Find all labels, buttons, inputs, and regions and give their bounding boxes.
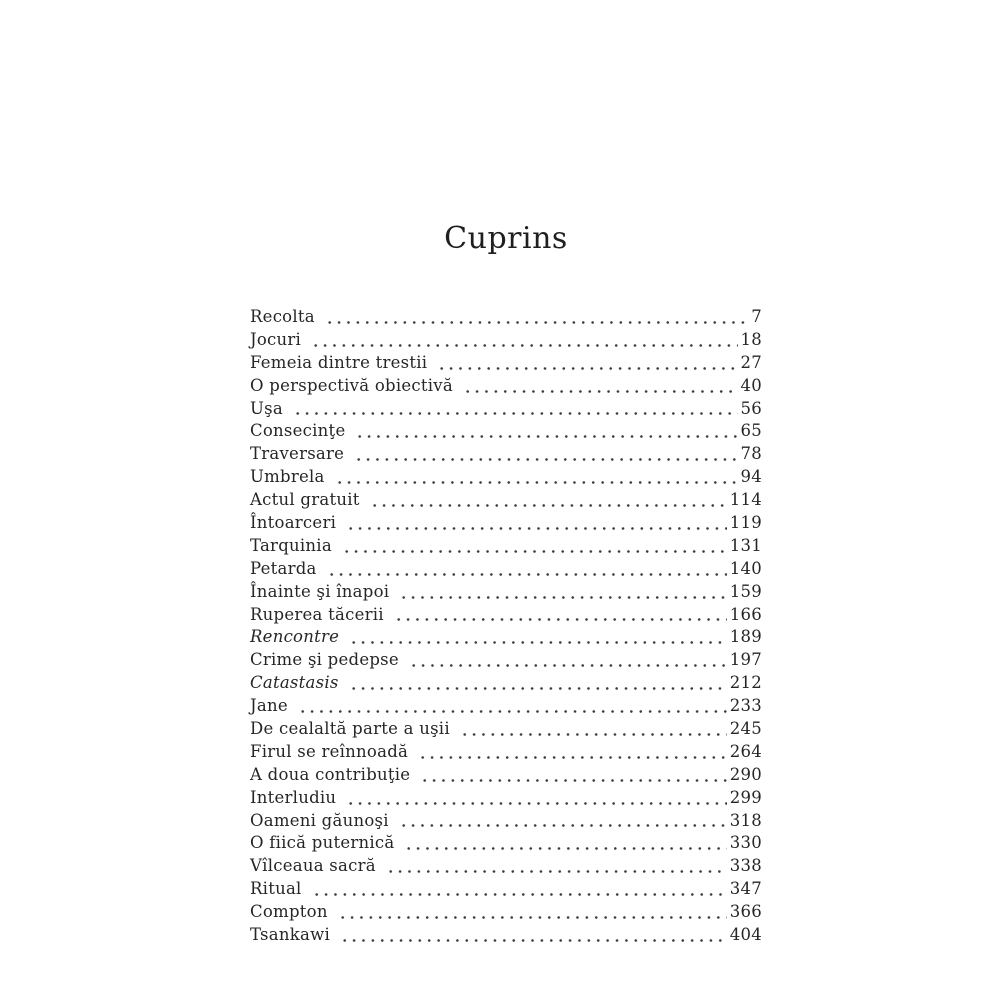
toc-entry-title: Oameni găunoşi	[250, 810, 389, 830]
dot-leader	[415, 741, 727, 764]
page-title: Cuprins	[444, 221, 568, 256]
dot-leader	[339, 535, 727, 558]
toc-entry-page-number: 140	[729, 558, 762, 578]
toc-entry	[250, 832, 762, 855]
toc-entry-page-number: 78	[740, 444, 762, 464]
toc-entry	[250, 764, 762, 787]
toc-entry-page-number: 114	[729, 490, 762, 510]
toc-entry	[250, 604, 762, 627]
toc-entry	[250, 329, 762, 352]
dot-leader	[290, 398, 738, 421]
toc-entry-title: Actul gratuit	[250, 490, 360, 510]
toc-entry-title: Înainte şi înapoi	[250, 581, 390, 601]
toc-entry-title: Umbrela	[250, 467, 325, 487]
toc-entry	[250, 375, 762, 398]
toc-entry	[250, 306, 762, 329]
dot-leader	[346, 626, 727, 649]
toc-entry-page-number: 56	[740, 398, 762, 418]
toc-entry-page-number: 233	[729, 696, 762, 716]
toc-entry-page-number: 366	[729, 902, 762, 922]
toc-entry-page-number: 40	[740, 375, 762, 395]
dot-leader	[295, 695, 727, 718]
toc-entry-title: Traversare	[250, 444, 345, 464]
toc-entry-page-number: 318	[729, 810, 762, 830]
toc-entry	[250, 443, 762, 466]
dot-leader	[322, 306, 748, 329]
toc-entry-page-number: 264	[729, 741, 762, 761]
dot-leader	[396, 581, 726, 604]
toc-entry	[250, 512, 762, 535]
toc-entry-title: Crime şi pedepse	[250, 650, 399, 670]
toc-entry-title: Interludiu	[250, 787, 337, 807]
toc-entry-page-number: 18	[740, 329, 762, 349]
dot-leader	[343, 787, 726, 810]
toc-entry-title: Tsankawi	[250, 925, 330, 945]
toc-entry-title: Petarda	[250, 558, 317, 578]
dot-leader	[309, 878, 727, 901]
toc-entry	[250, 558, 762, 581]
toc-entry-page-number: 330	[729, 833, 762, 853]
dot-leader	[351, 443, 737, 466]
toc-entry	[250, 535, 762, 558]
toc-entry-page-number: 197	[729, 650, 762, 670]
dot-leader	[401, 832, 726, 855]
dot-leader	[417, 764, 726, 787]
toc-entry-page-number: 65	[740, 421, 762, 441]
toc-entry	[250, 787, 762, 810]
toc-entry-page-number: 245	[729, 719, 762, 739]
dot-leader	[460, 375, 738, 398]
toc-entry-title: Recolta	[250, 307, 315, 326]
toc-entry-title: O fiică puternică	[250, 833, 395, 853]
toc-entry-title: Rencontre	[250, 627, 340, 647]
toc-entry-page-number: 7	[751, 307, 762, 326]
toc-entry-title: A doua contribuţie	[250, 764, 411, 784]
toc-entry-page-number: 119	[729, 513, 762, 533]
toc-entry-title: Ruperea tăcerii	[250, 604, 384, 624]
toc-entry-title: Jocuri	[250, 329, 302, 349]
toc-entry	[250, 626, 762, 649]
toc-entry	[250, 924, 762, 947]
dot-leader	[332, 466, 738, 489]
dot-leader	[324, 558, 727, 581]
toc-entry-page-number: 27	[740, 352, 762, 372]
toc-entry-page-number: 166	[729, 604, 762, 624]
toc-entry-title: Consecinţe	[250, 421, 346, 441]
dot-leader	[352, 420, 737, 443]
toc-entry-title: Vîlceaua sacră	[250, 856, 376, 876]
toc-entry-title: Uşa	[250, 398, 283, 418]
toc-entry-page-number: 338	[729, 856, 762, 876]
toc-entry-title: De cealaltă parte a uşii	[250, 719, 450, 739]
dot-leader	[457, 718, 727, 741]
dot-leader	[335, 901, 727, 924]
toc-entry	[250, 695, 762, 718]
toc-entry-title: Catastasis	[250, 673, 339, 693]
toc-entry-title: Întoarceri	[250, 513, 337, 533]
toc-entry	[250, 420, 762, 443]
toc-entry-title: Jane	[250, 696, 288, 716]
toc-entry	[250, 489, 762, 512]
toc-entry	[250, 901, 762, 924]
table-of-contents	[250, 306, 762, 947]
toc-entry	[250, 810, 762, 833]
toc-entry-page-number: 290	[729, 764, 762, 784]
toc-entry-title: Firul se reînnoadă	[250, 741, 409, 761]
dot-leader	[346, 672, 727, 695]
toc-entry-page-number: 94	[740, 467, 762, 487]
dot-leader	[391, 604, 727, 627]
toc-entry-title: Femeia dintre trestii	[250, 352, 428, 372]
dot-leader	[337, 924, 727, 947]
toc-entry-page-number: 212	[729, 673, 762, 693]
toc-entry	[250, 398, 762, 421]
dot-leader	[308, 329, 737, 352]
toc-entry-title: Ritual	[250, 879, 302, 899]
toc-entry-page-number: 404	[729, 925, 762, 945]
toc-entry-page-number: 189	[729, 627, 762, 647]
toc-entry	[250, 581, 762, 604]
toc-entry	[250, 718, 762, 741]
toc-entry-title: Tarquinia	[250, 535, 332, 555]
dot-leader	[383, 855, 727, 878]
toc-entry	[250, 878, 762, 901]
toc-entry	[250, 352, 762, 375]
dot-leader	[396, 810, 727, 833]
toc-entry	[250, 649, 762, 672]
toc-entry	[250, 855, 762, 878]
toc-entry-page-number: 131	[729, 535, 762, 555]
toc-entry-title: Compton	[250, 902, 328, 922]
toc-entry-page-number: 159	[729, 581, 762, 601]
dot-leader	[367, 489, 727, 512]
toc-entry-page-number: 299	[729, 787, 762, 807]
dot-leader	[406, 649, 727, 672]
toc-entry	[250, 672, 762, 695]
toc-entry	[250, 741, 762, 764]
dot-leader	[343, 512, 727, 535]
toc-entry	[250, 466, 762, 489]
toc-entry-page-number: 347	[729, 879, 762, 899]
toc-entry-title: O perspectivă obiectivă	[250, 375, 453, 395]
dot-leader	[434, 352, 737, 375]
